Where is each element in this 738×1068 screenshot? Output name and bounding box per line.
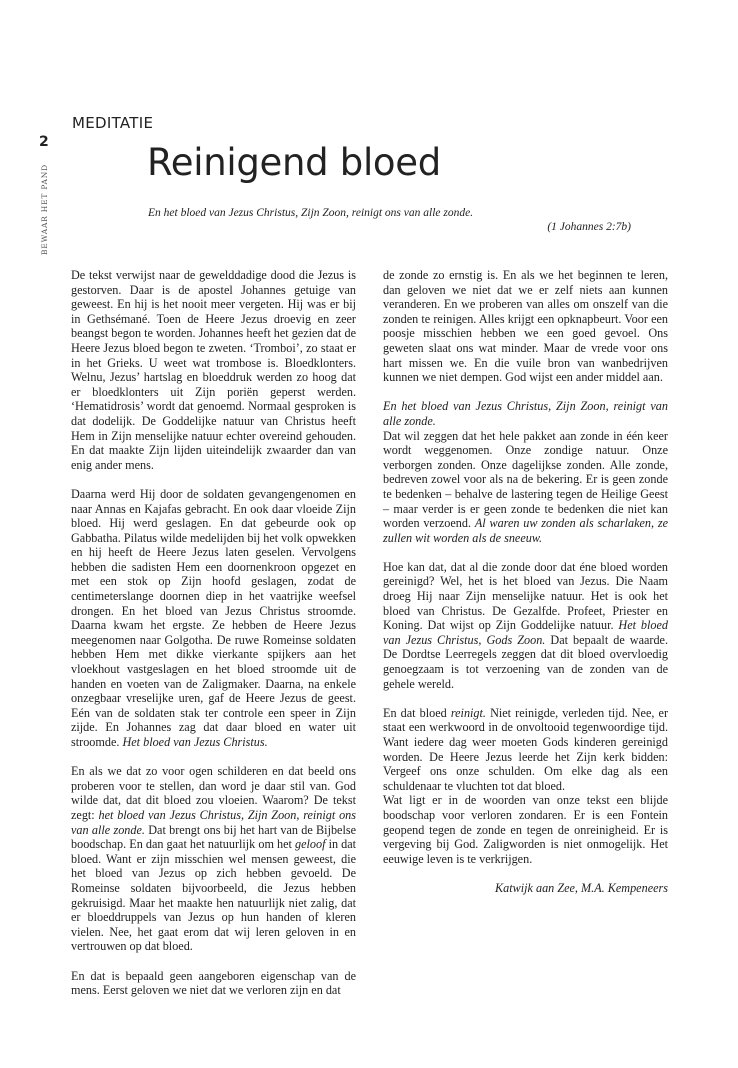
- epigraph: En het bloed van Jezus Christus, Zijn Zoon, reinigt ons van alle zonde.: [148, 207, 474, 219]
- section-label: MEDITATIE: [72, 114, 154, 132]
- paragraph: Hoe kan dat, dat al die zonde door dat éne bloed worden gereinigd? Wel, het is het bloed van Jezus. Die Naam droeg Hij naar Zijn menselijke natuur. Het is ook het bloed van Christus. De Gezalfde. Profeet, Priester en Koning. Dat wijst op Zijn Goddelijke natuur. Het bloed van Jezus Christus, Gods Zoon. Dat bepaalt de waarde. De Dordtse Leerregels zeggen dat dit bloed overvloedig genoegzaam is tot verzoening van de zonden van de gehele wereld.: [383, 559, 669, 691]
- paragraph: De tekst verwijst naar de gewelddadige dood die Jezus is gestorven. Daar is de apostel Johannes getuige van geweest. En hij is het nooit meer vergeten. Hij was er bij in Gethsémané. Toen de Heere Jezus droevig en zeer beangst begon te worden. Johannes heeft het gezien dat de Heere Jezus bloed begon te zweten. ‘Tromboi’, zo staat er in het Grieks. U weet wat trombose is. Bloedklonters. Welnu, Jezus’ hartslag en bloeddruk werden zo hoog dat er bloedklonters uit Zijn poriën geperst werden. ‘Hematidrosis’ wordt dat genoemd. Normaal gesproken is dat dodelijk. De Goddelijke natuur van Christus heeft Hem in Zijn menselijke natuur echter overeind gehouden. En dat maakte Zijn lijden uiteindelijk zwaarder dan van enig ander mens.: [71, 268, 356, 472]
- paragraph: de zonde zo ernstig is. En als we het beginnen te leren, dan geloven we niet dat we er zelf niets aan kunnen veranderen. En we proberen van alles om onszelf van die zonden te reinigen. Alles krijgt een opknapbeurt. Voor een poosje misschien hebben we een goed gevoel. Ons geweten slaat ons wat minder. Maar de vrede voor ons hart missen we. En die vuile bron van wanbedrijven kunnen we niet dempen. God wijst een ander middel aan.: [383, 268, 668, 385]
- paragraph: En als we dat zo voor ogen schilderen en dat beeld ons proberen voor te stellen, dan word je daar stil van. God wilde dat, dat dit bloed zou vloeien. Waarom? De tekst zegt: het bloed van Jezus Christus, Zijn Zoon, reinigt ons van alle zonde. Dat brengt ons bij het hart van de Bijbelse boodschap. En dan gaat het natuurlijk om het geloof in dat bloed. Want er zijn misschien wel mensen geweest, die het bloed van Jezus op zich hebben gevoeld. De Romeinse soldaten bijvoorbeeld, die Jezus hebben gekruisigd. Maar het maakte hen natuurlijk niet zalig, dat er bloeddruppels van Jezus op hun handen of kleren vielen. Nee, het gaat erom dat wij leren geloven in en vertrouwen op dat bloed.: [71, 764, 357, 954]
- right-column: [383, 268, 668, 910]
- article-title: Reinigend bloed: [147, 141, 441, 184]
- paragraph: En dat bloed reinigt. Niet reinigde, verleden tijd. Nee, er staat een werkwoord in de onvoltooid tegenwoordige tijd. Want iedere dag weer moeten Gods kinderen gereinigd worden. De Heere Jezus leerde het Zijn kerk bidden: Vergeef ons onze schulden. Om elke dag als een schuldenaar te vluchten tot dat bloed.: [383, 705, 668, 793]
- side-running-label: BEWAAR HET PAND: [40, 164, 49, 255]
- paragraph: En dat is bepaald geen aangeboren eigenschap van de mens. Eerst geloven we niet dat we verloren zijn en dat: [71, 968, 356, 998]
- left-column: [71, 268, 356, 1012]
- epigraph-reference: (1 Johannes 2:7b): [547, 221, 631, 233]
- paragraph: Dat wil zeggen dat het hele pakket aan zonde in één keer wordt weggenomen. Onze zondige natuur. Onze verborgen zonden. Onze dagelijkse zonden. Alle zonde, bedreven zowel voor als na de bekering. Er is geen zonde te bedenken – behalve de lastering tegen de Heilige Geest – maar verder is er geen zonde te bedenken die niet kan worden verzoend. Al waren uw zonden als scharlaken, ze zullen wit worden als de sneeuw.: [383, 428, 668, 545]
- paragraph: Wat ligt er in de woorden van onze tekst een blijde boodschap voor verloren zondaren. Er is een Fontein geopend tegen de zonde en tegen de onreinigheid. Er is vergeving bij God. Zaligworden is niet onmogelijk. Het eeuwige leven is te verkrijgen.: [383, 793, 668, 866]
- signature: Katwijk aan Zee, M.A. Kempeneers: [495, 880, 668, 895]
- paragraph: Daarna werd Hij door de soldaten gevangengenomen en naar Annas en Kajafas gebracht. En ook daar vloeide Zijn bloed. Hij werd geslagen. En dat gebeurde ook op Gabbatha. Pilatus wilde medelijden bij het volk opwekken en hij heeft de Heere Jezus laten geselen. Vervolgens hebben die sadisten Hem een doornenkroon opgezet en met een stok op Zijn hoofd geslagen, zodat de centimeterslange doornen diep in het vaatrijke weefsel drongen. En het bloed van Jezus Christus stroomde. Daarna kwam het ergste. Ze hebben de Heere Jezus meegenomen naar Golgotha. De ruwe Romeinse soldaten hebben Hem met dikke vierkante spijkers aan het vloekhout vastgeslagen en het bloed stroomde uit de handen en voeten van de Zaligmaker. Daarna, na enkele onzegbaar vreselijke uren, gaf de Heere Jezus de geest. Eén van de soldaten stak ter controle een speer in Zijn zijde. En Johannes zag dat daar bloed en water uit stroomde. Het bloed van Jezus Christus.: [71, 486, 356, 749]
- page-number: 2: [39, 134, 49, 150]
- text-quote: En het bloed van Jezus Christus, Zijn Zoon, reinigt van alle zonde.: [383, 399, 668, 428]
